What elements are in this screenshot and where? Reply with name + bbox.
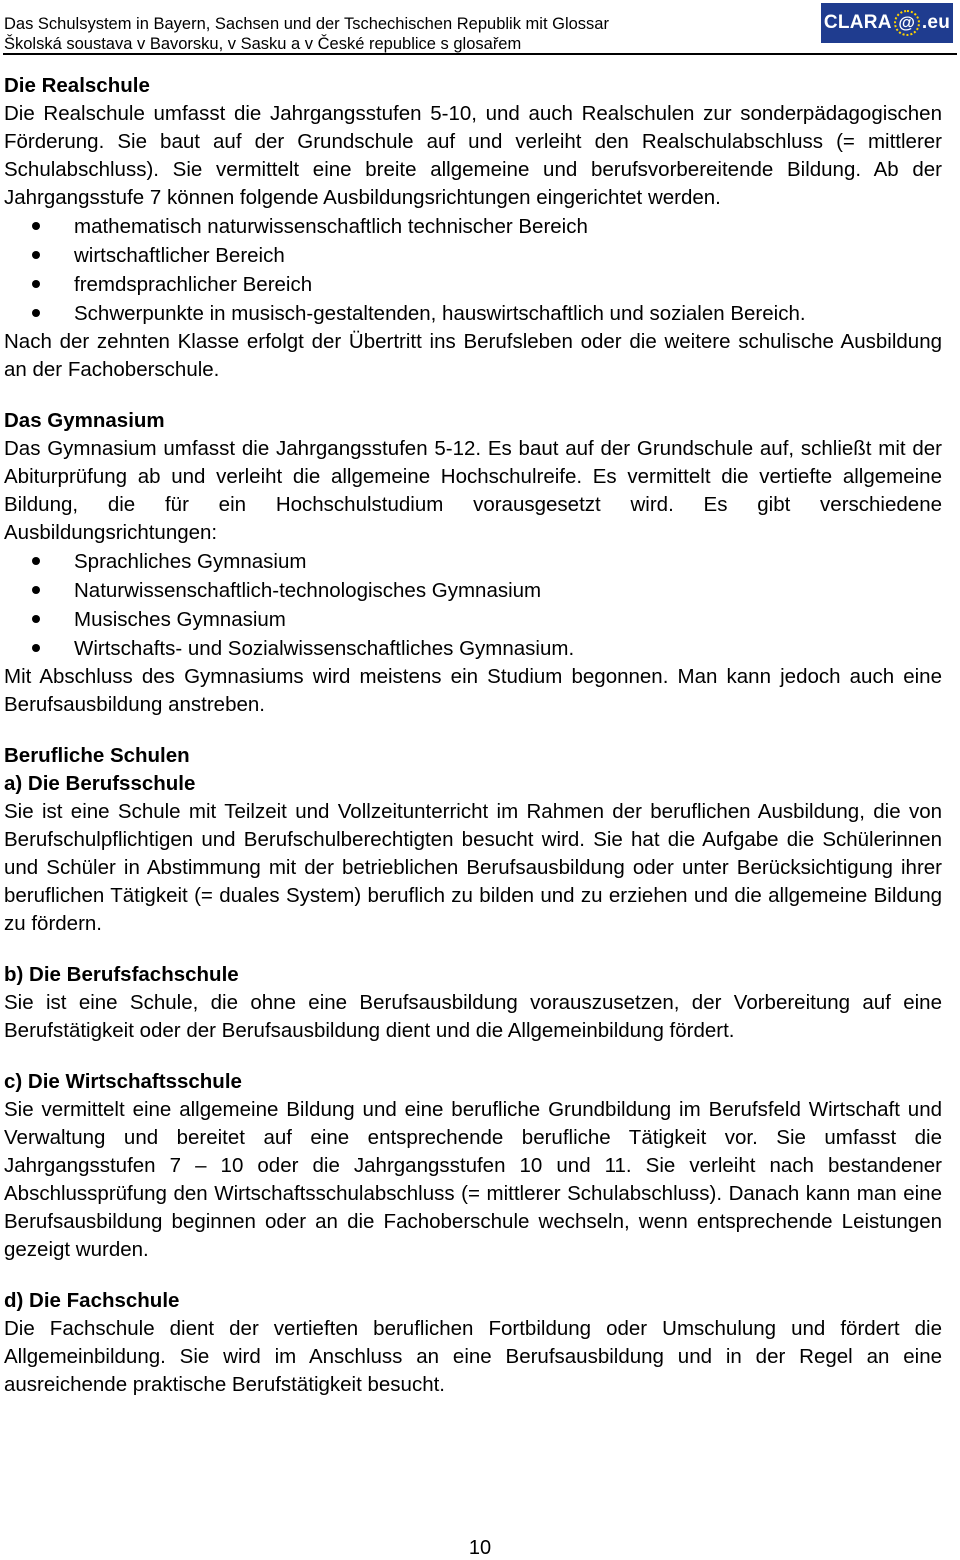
section-fachschule: [4, 1287, 942, 1399]
list-item: Musisches Gymnasium: [4, 605, 942, 634]
page-header: [4, 14, 804, 54]
section-berufliche-schulen: [4, 742, 942, 770]
section-heading: b) Die Berufsfachschule: [4, 963, 239, 986]
section-paragraph: Die Realschule umfasst die Jahrgangsstufen 5-10, und auch Realschulen zur sonderpädagogischen Förderung. Sie baut auf der Grundschule auf und verleiht den Realschulabschluss (= mittlerer Schulabschluss). Sie vermittelt eine breite allgemeine und berufsvorbereitende Bildung. Ab der Jahrgangsstufe 7 können folgende Ausbildungsrichtungen eingerichtet werden.: [4, 102, 942, 209]
list-item: fremdsprachlicher Bereich: [4, 270, 942, 299]
bullet-list: [4, 212, 942, 328]
clara-logo: [821, 3, 953, 43]
document-body: [4, 72, 942, 1399]
section-paragraph: Das Gymnasium umfasst die Jahrgangsstufen 5-12. Es baut auf der Grundschule auf, schließt mit der Abiturprüfung ab und verleiht die allgemeine Hochschulreife. Es vermittelt die vertiefte allgemeine Bildung, die für ein Hochschulstudium vorausgesetzt wird. Es gibt verschiedene Ausbildungsrichtungen:: [4, 437, 942, 544]
section-wirtschaftsschule: [4, 1068, 942, 1264]
section-heading: Das Gymnasium: [4, 409, 165, 432]
section-paragraph: Die Fachschule dient der vertieften beruflichen Fortbildung oder Umschulung und fördert die Allgemeinbildung. Sie wird im Anschluss an eine Berufsausbildung und in der Regel an eine ausreichende praktische Berufstätigkeit besucht.: [4, 1317, 942, 1396]
list-item: Naturwissenschaftlich-technologisches Gymnasium: [4, 576, 942, 605]
list-item: mathematisch naturwissenschaftlich technischer Bereich: [4, 212, 942, 241]
section-heading: a) Die Berufsschule: [4, 772, 196, 795]
section-heading: d) Die Fachschule: [4, 1289, 180, 1312]
header-title-german: Das Schulsystem in Bayern, Sachsen und der Tschechischen Republik mit Glossar: [4, 15, 609, 33]
section-heading: Berufliche Schulen: [4, 744, 190, 767]
section-heading: Die Realschule: [4, 74, 150, 97]
header-title-czech: Školská soustava v Bavorsku, v Sasku a v České republice s glosařem: [4, 35, 522, 53]
page-number: 10: [468, 1537, 492, 1559]
section-paragraph: Mit Abschluss des Gymnasiums wird meistens ein Studium begonnen. Man kann jedoch auch eine Berufsausbildung anstreben.: [4, 665, 942, 716]
section-berufsfachschule: [4, 961, 942, 1045]
section-realschule: [4, 72, 942, 384]
list-item: Sprachliches Gymnasium: [4, 547, 942, 576]
logo-at-icon: @: [894, 10, 920, 36]
section-heading: c) Die Wirtschaftsschule: [4, 1070, 242, 1093]
list-item: Wirtschafts- und Sozialwissenschaftliches Gymnasium.: [4, 634, 942, 663]
section-gymnasium: [4, 407, 942, 719]
section-paragraph: Sie ist eine Schule mit Teilzeit und Vollzeitunterricht im Rahmen der beruflichen Ausbildung, die von Berufschulpflichtigen und Berufschulberechtigten besucht wird. Sie hat die Aufgabe die Schülerinnen und Schüler in Abstimmung mit der betrieblichen Berufsausbildung oder unter Berücksichtigung ihrer beruflichen Tätigkeit (= duales System) beruflich zu bilden und zu erziehen und die allgemeine Bildung zu fördern.: [4, 800, 942, 935]
section-berufsschule: [4, 770, 942, 938]
section-paragraph: Nach der zehnten Klasse erfolgt der Übertritt ins Berufsleben oder die weitere schulische Ausbildung an der Fachoberschule.: [4, 330, 942, 381]
list-item: wirtschaftlicher Bereich: [4, 241, 942, 270]
logo-text-right: .eu: [921, 12, 951, 33]
section-paragraph: Sie ist eine Schule, die ohne eine Berufsausbildung vorauszusetzen, der Vorbereitung auf eine Berufstätigkeit oder der Berufsausbildung dient und die Allgemeinbildung fördert.: [4, 991, 942, 1042]
list-item: Schwerpunkte in musisch-gestaltenden, hauswirtschaftlich und sozialen Bereich.: [4, 299, 942, 328]
section-paragraph: Sie vermittelt eine allgemeine Bildung und eine berufliche Grundbildung im Berufsfeld Wirtschaft und Verwaltung und bereitet auf eine entsprechende berufliche Tätigkeit vor. Sie umfasst die Jahrgangsstufen 7 – 10 oder die Jahrgangsstufen 10 und 11. Sie verleiht nach bestandener Abschlussprüfung den Wirtschaftsschulabschluss (= mittlerer Schulabschluss). Danach kann man eine Berufsausbildung beginnen oder an die Fachoberschule wechseln, wenn entsprechende Leistungen gezeigt wurden.: [4, 1098, 942, 1261]
header-divider: [3, 53, 957, 55]
logo-text-left: CLARA: [823, 12, 892, 33]
bullet-list: [4, 547, 942, 663]
